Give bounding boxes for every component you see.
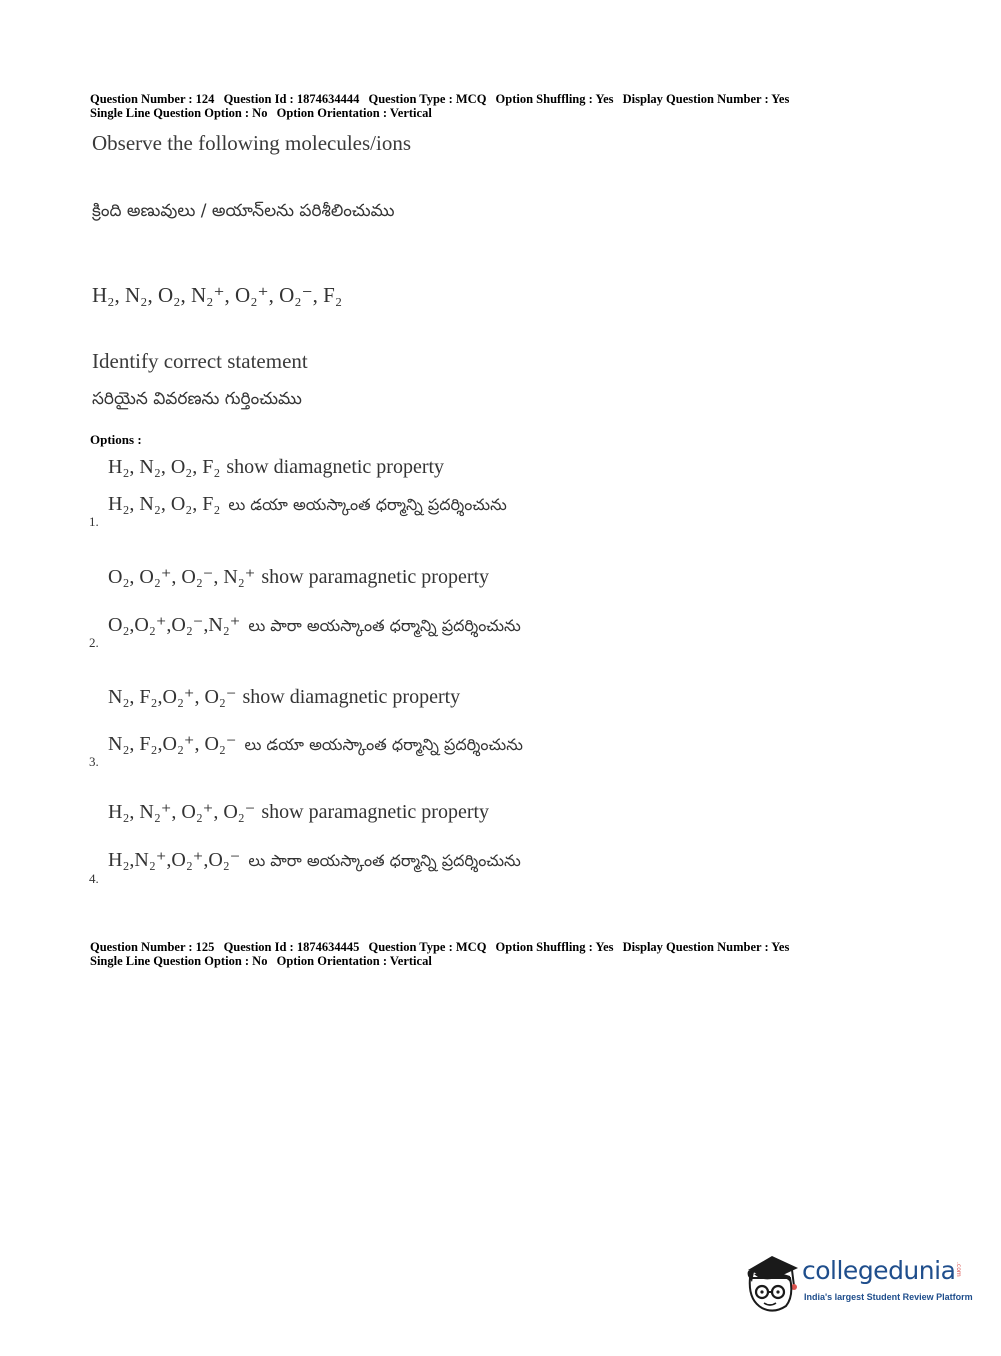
option-orientation: Option Orientation : Vertical xyxy=(276,954,432,968)
single-line-option: Single Line Question Option : No xyxy=(90,106,268,120)
option-2-text-te: లు పారా అయస్కాంత ధర్మాన్ని ప్రదర్శించును xyxy=(248,616,521,635)
statement-en: Identify correct statement xyxy=(92,349,308,373)
meta-line-2 xyxy=(90,106,950,120)
option-4-text-te: లు పారా అయస్కాంత ధర్మాన్ని ప్రదర్శించును xyxy=(248,851,521,870)
question-meta-124 xyxy=(90,92,950,120)
collegedunia-logo[interactable] xyxy=(742,1248,972,1318)
options-label: Options : xyxy=(90,432,142,447)
mascot-icon xyxy=(742,1248,804,1318)
option-2-te[interactable] xyxy=(108,612,521,639)
option-1-species-te: H₂, N₂, O₂, F₂ xyxy=(108,493,221,515)
logo-com: .com xyxy=(955,1262,962,1277)
option-2-species: O₂, O₂⁺, O₂⁻, N₂⁺ xyxy=(108,566,256,588)
option-2-species-te: O₂,O₂⁺,O₂⁻,N₂⁺ xyxy=(108,614,241,636)
question-text-te: క్రింది అణువులు / అయాన్‌లను పరిశీలించుము xyxy=(92,201,395,221)
option-shuffling: Option Shuffling : Yes xyxy=(495,92,614,106)
question-id: Question Id : 1874634444 xyxy=(223,92,360,106)
species-list: H₂, N₂, O₂, N₂⁺, O₂⁺, O₂⁻, F₂ xyxy=(92,283,343,307)
display-question-number: Display Question Number : Yes xyxy=(622,940,790,954)
display-question-number: Display Question Number : Yes xyxy=(622,92,790,106)
question-type: Question Type : MCQ xyxy=(368,940,487,954)
option-1-text-te: లు డయా అయస్కాంత ధర్మాన్ని ప్రదర్శించును xyxy=(228,495,507,514)
option-3-species-te: N₂, F₂,O₂⁺, O₂⁻ xyxy=(108,733,237,755)
option-shuffling: Option Shuffling : Yes xyxy=(495,940,614,954)
option-1-te[interactable] xyxy=(108,493,507,518)
question-type: Question Type : MCQ xyxy=(368,92,487,106)
option-4-text: show paramagnetic property xyxy=(261,801,490,823)
option-3-number: 3. xyxy=(89,754,99,769)
option-4-te[interactable] xyxy=(108,847,521,874)
option-1-species: H₂, N₂, O₂, F₂ xyxy=(108,456,221,478)
question-meta-125 xyxy=(90,940,950,968)
option-4-number: 4. xyxy=(89,871,99,886)
option-3-te[interactable] xyxy=(108,731,523,758)
option-2-text: show paramagnetic property xyxy=(261,566,490,588)
option-2-en[interactable] xyxy=(108,564,489,589)
option-4-species: H₂, N₂⁺, O₂⁺, O₂⁻ xyxy=(108,801,256,823)
single-line-option: Single Line Question Option : No xyxy=(90,954,268,968)
logo-tagline: India's largest Student Review Platform xyxy=(804,1292,973,1302)
option-3-species: N₂, F₂,O₂⁺, O₂⁻ xyxy=(108,686,237,708)
question-id: Question Id : 1874634445 xyxy=(223,940,360,954)
option-orientation: Option Orientation : Vertical xyxy=(276,106,432,120)
option-4-en[interactable] xyxy=(108,799,489,824)
option-1-en[interactable] xyxy=(108,456,444,479)
option-2-number: 2. xyxy=(89,635,99,650)
statement-te: సరియైన వివరణను గుర్తించుము xyxy=(92,389,302,409)
question-text-en: Observe the following molecules/ions xyxy=(92,131,412,155)
option-1-text: show diamagnetic property xyxy=(226,456,445,478)
option-3-en[interactable] xyxy=(108,684,460,709)
meta-line-1 xyxy=(90,92,950,106)
option-4-species-te: H₂,N₂⁺,O₂⁺,O₂⁻ xyxy=(108,849,241,871)
logo-name: collegedunia xyxy=(802,1256,956,1285)
question-number: Question Number : 125 xyxy=(90,940,215,954)
option-3-text: show diamagnetic property xyxy=(242,686,461,708)
option-1-number: 1. xyxy=(89,514,99,529)
meta-line-1 xyxy=(90,940,950,954)
meta-line-2 xyxy=(90,954,950,968)
question-number: Question Number : 124 xyxy=(90,92,215,106)
option-3-text-te: లు డయా అయస్కాంత ధర్మాన్ని ప్రదర్శించును xyxy=(244,735,523,754)
